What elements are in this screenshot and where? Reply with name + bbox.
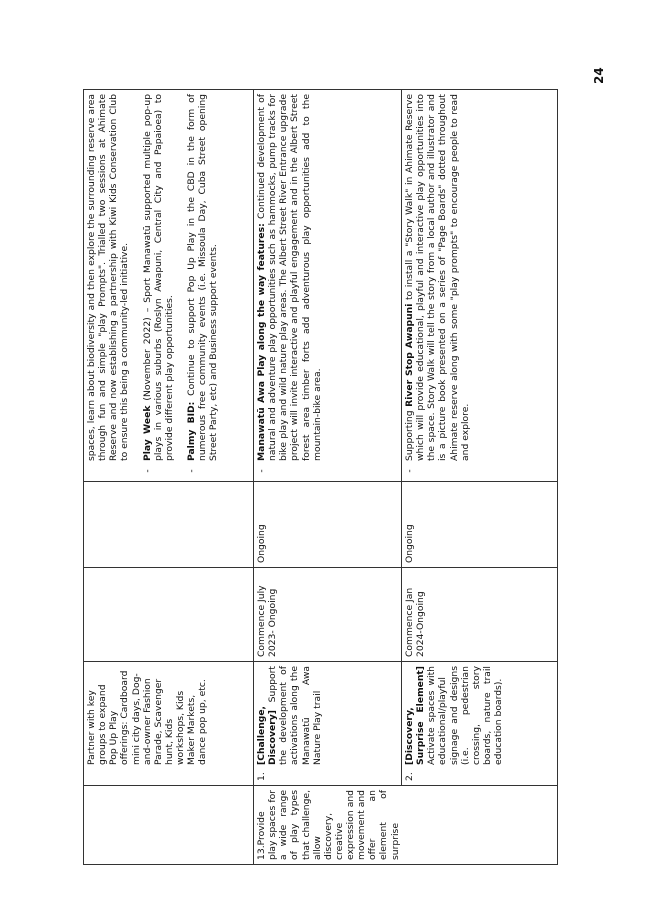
status-cell [402, 482, 558, 568]
objective-cell [254, 786, 558, 865]
list-item [256, 94, 323, 477]
dash-bullet: - [141, 469, 153, 473]
timeframe-text: Commence July 2023- Ongoing [256, 585, 279, 657]
action-text: Activate spaces with educational/playful signage and designs (i.e. pedestrian crossing, story boards, nature trail education boards). [426, 666, 504, 765]
dash-bullet: - [256, 469, 267, 473]
action-number: 2. [404, 772, 415, 781]
plan-table [83, 89, 558, 865]
status-cell [254, 482, 402, 568]
table-row [254, 90, 402, 865]
progress-cell [84, 90, 254, 482]
item-heading: Manawatū Awa Play along the way features: [256, 223, 267, 461]
item-text: Continue to support Pop Up Play in the CBD in the form of numerous free community events (i.e. Missoula Day, Cuba Street opening Street Party, etc) and Business support events. [185, 94, 220, 461]
action-text: Partner with key groups to expand Pop Up Play offerings: Cardboard mini city days, Dog-and-owner Fashion Parade, Scavenger hunt, Kids workshops, Kids Maker Markets, dance pop up, etc. [86, 670, 209, 765]
objective-text: 13.Provide play spaces for a wide range of play types that challenge, allow discovery, creative expression and movement and offer an element of surprise [256, 790, 401, 860]
action-item [256, 666, 323, 781]
progress-intro: spaces, learn about biodiversity and then explore the surrounding reserve area through fun and simple "play Prompts". Trialled two sessions at Ahimate Reserve and now establishing a partnership with Kiwi Kids Conservation Club to ensure this being a community-led initiative. [86, 94, 131, 461]
action-text: Support the development of activations along the Manawatū Awa Nature Play trail [267, 666, 323, 765]
timeframe-cell-empty [84, 568, 254, 662]
status-text: Ongoing [256, 524, 267, 563]
status-text: Ongoing [404, 524, 415, 563]
dash-bullet: - [404, 469, 415, 473]
timeframe-text: Commence Jan 2024-Ongoing [404, 587, 427, 657]
action-tags: [Challenge, Discovery] [256, 705, 279, 765]
action-cell [402, 662, 558, 786]
item-heading: Palmy BID: [185, 401, 197, 461]
action-cell [84, 662, 254, 786]
action-tags: [Discovery, Surprise Element] [404, 666, 427, 765]
item-heading: River Stop Awapuni [404, 303, 415, 407]
progress-cell [254, 90, 402, 482]
table-row [84, 90, 254, 865]
item-lead: Supporting [404, 406, 415, 461]
table-row [402, 90, 558, 865]
action-cell [254, 662, 402, 786]
list-item [404, 94, 471, 477]
timeframe-cell [402, 568, 558, 662]
timeframe-cell [254, 568, 402, 662]
page-number: 24 [592, 67, 606, 84]
list-item [186, 94, 219, 477]
list-item [142, 94, 175, 477]
rotated-table-container [83, 90, 558, 865]
item-text: Continued development of natural and adventure play opportunities such as hammocks, pump tracks for bike play and wild nature play areas. The Albert Street River Entrance upgrade project will invite interactive and playful engagement and in the Albert Street forest area timber forts add adventurous play opportunities add to the mountain-bike area. [256, 94, 323, 461]
objective-cell-empty [84, 786, 254, 865]
action-number: 1. [256, 772, 267, 781]
progress-cell [402, 90, 558, 482]
item-text: to install a "Story Walk" in Ahimate Reserve which will provide educational, playful and interactive play opportunities into the space. Story Walk will tell the story from a local author and illustrator and is a picture book presented on a series of "Page Boards" dotted throughout Ahimate reserve along with some "play prompts" to encourage people to read and explore. [404, 94, 471, 461]
status-cell-empty [84, 482, 254, 568]
dash-bullet: - [185, 469, 197, 473]
item-heading: Play Week [141, 405, 153, 461]
item-text: (November 2022) – Sport Manawatū supported multiple pop-up plays in various suburbs (Roslyn Awapuni, Central City and Papaioea) to provide different play opportunities. [141, 93, 175, 461]
action-item [404, 666, 504, 781]
